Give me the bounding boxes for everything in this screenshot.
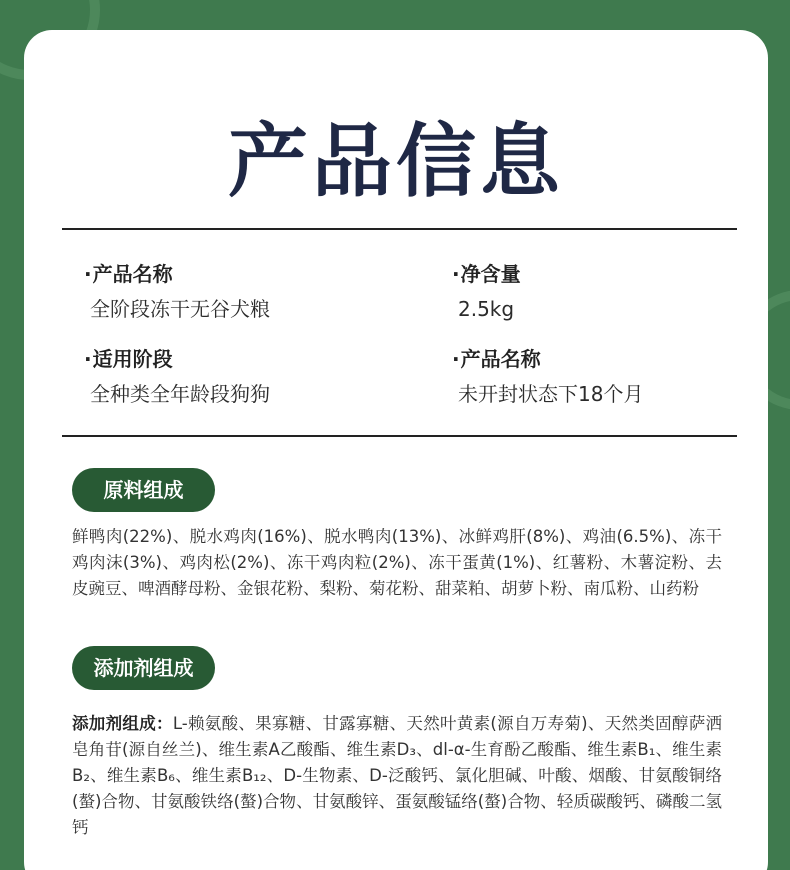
additives-text: [72, 711, 722, 841]
product-info-card: [24, 30, 768, 870]
info-label-net-weight: · 净含量: [452, 262, 521, 286]
page-title: 产品信息: [228, 115, 564, 208]
additives-lead-label: 添加剂组成：: [72, 714, 173, 733]
info-label-product-name: · 产品名称: [84, 262, 173, 286]
info-value-shelf-life: 未开封状态下18个月: [458, 382, 644, 406]
ingredients-text: 鲜鸭肉(22%)、脱水鸡肉(16%)、脱水鸭肉(13%)、冰鲜鸡肝(8%)、鸡油(6.5%)、冻干鸡肉沫(3%)、鸡肉松(2%)、冻干鸡肉粒(2%)、冻干蛋黄(1%)、红薯粉、木薯淀粉、去皮豌豆、啤酒酵母粉、金银花粉、梨粉、菊花粉、甜菜粕、胡萝卜粉、南瓜粉、山药粉: [72, 527, 722, 598]
divider: [62, 435, 737, 437]
additives-list: L-赖氨酸、果寡糖、甘露寡糖、天然叶黄素(源自万寿菊)、天然类固醇萨洒皂角苷(源自丝兰)、维生素A乙酸酯、维生素D₃、dl-α-生育酚乙酸酯、维生素B₁、维生素B₂、维生素B₆、维生素B₁₂、D-生物素、D-泛酸钙、氯化胆碱、叶酸、烟酸、甘氨酸铜络(螯)合物、甘氨酸铁络(螯)合物、甘氨酸锌、蛋氨酸锰络(螯)合物、轻质碳酸钙、磷酸二氢钙: [72, 714, 722, 837]
info-label-applicable-stage: · 适用阶段: [84, 347, 173, 371]
info-value-applicable-stage: 全种类全年龄段狗狗: [90, 382, 270, 406]
section-heading-ingredients: 原料组成: [72, 468, 215, 512]
info-value-product-name: 全阶段冻干无谷犬粮: [90, 297, 270, 321]
info-value-net-weight: 2.5kg: [458, 297, 515, 321]
info-label-shelf-life: · 产品名称: [452, 347, 541, 371]
section-heading-additives: 添加剂组成: [72, 646, 215, 690]
divider: [62, 228, 737, 230]
